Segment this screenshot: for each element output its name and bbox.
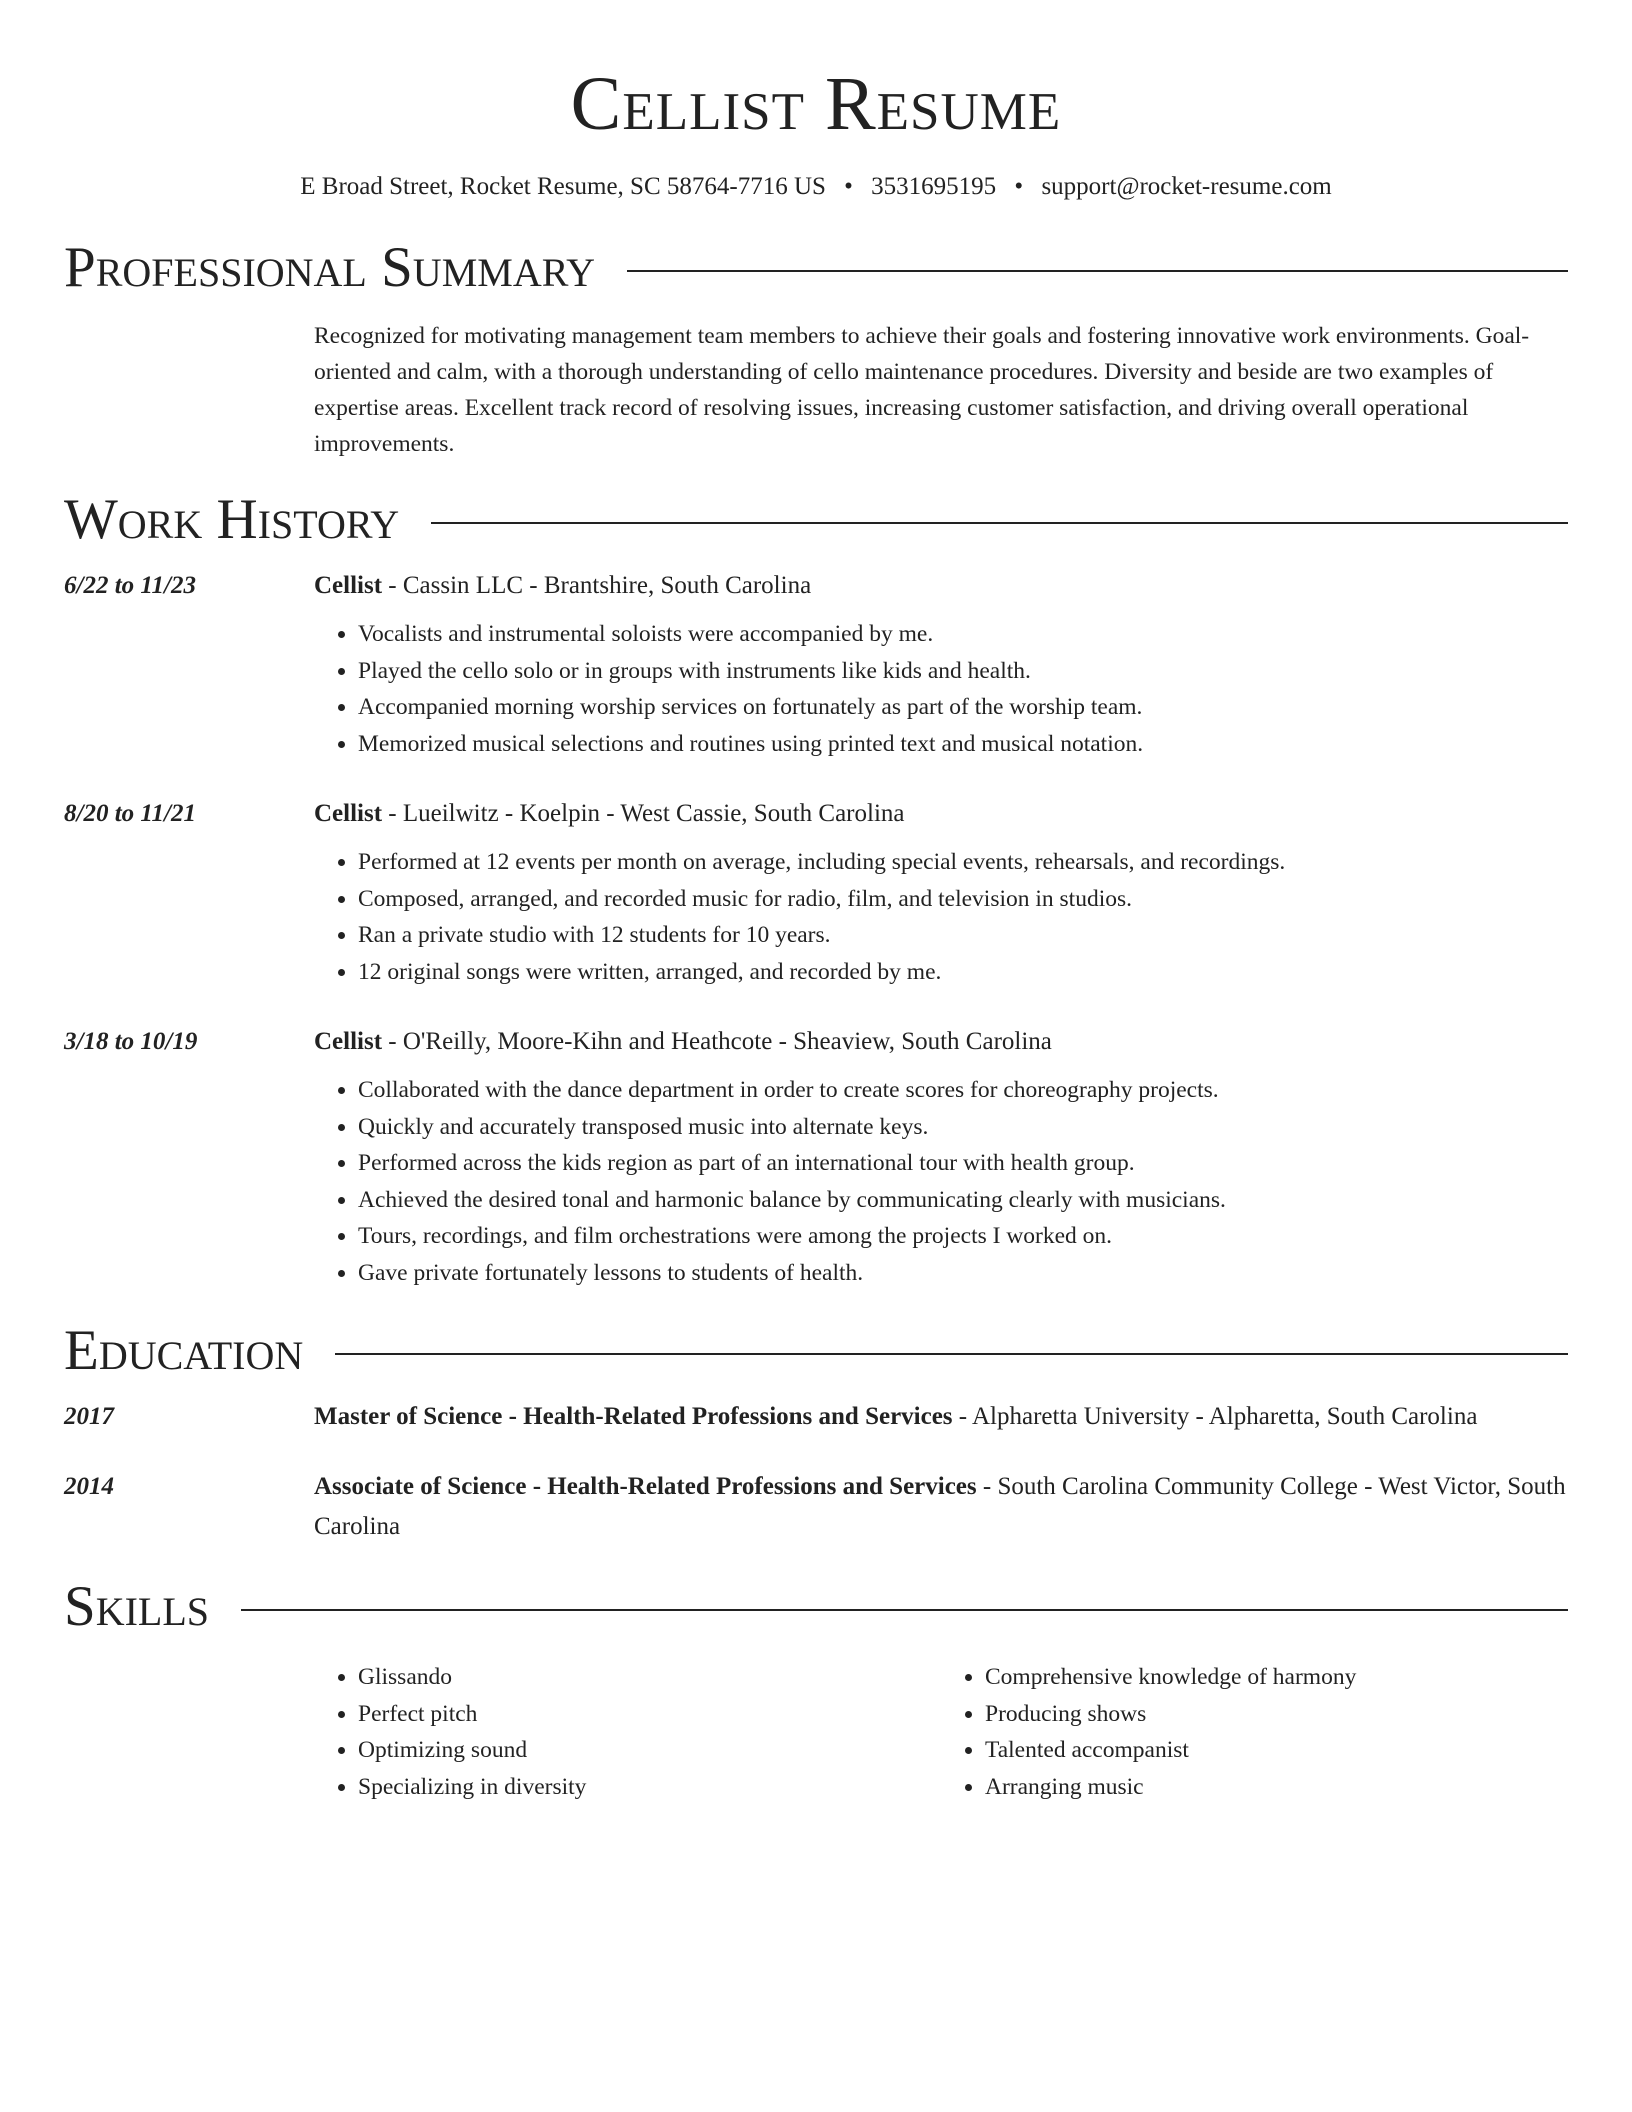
list-item: • 12 original songs were written, arranged, and recorded by me. bbox=[358, 954, 1568, 991]
job-entry bbox=[64, 1022, 1568, 1291]
job-list bbox=[64, 566, 1568, 1291]
list-item: • Collaborated with the dance department in order to create scores for choreography projects. bbox=[358, 1072, 1568, 1109]
list-item: • Talented accompanist bbox=[985, 1732, 1568, 1769]
list-item: • Memorized musical selections and routines using printed text and musical notation. bbox=[358, 726, 1568, 763]
list-item: • Performed at 12 events per month on average, including special events, rehearsals, and recordings. bbox=[358, 844, 1568, 881]
job-dates: 3/18 to 10/19 bbox=[64, 1028, 198, 1055]
list-item: • Performed across the kids region as part of an international tour with health group. bbox=[358, 1145, 1568, 1182]
job-role: Cellist bbox=[314, 1028, 383, 1055]
summary-heading: Professional Summary bbox=[64, 236, 596, 299]
education-list bbox=[64, 1397, 1568, 1547]
contact-address: E Broad Street, Rocket Resume, SC 58764-7716 US bbox=[300, 173, 826, 200]
job-role: Cellist bbox=[314, 572, 383, 599]
list-item: • Optimizing sound bbox=[358, 1732, 941, 1769]
section-divider bbox=[627, 270, 1568, 272]
contact-email: support@rocket-resume.com bbox=[1041, 173, 1332, 200]
skills-heading: Skills bbox=[64, 1575, 210, 1638]
education-degree: Master of Science - Health-Related Professions and Services bbox=[314, 1403, 953, 1430]
list-item: • Composed, arranged, and recorded music for radio, film, and television in studios. bbox=[358, 881, 1568, 918]
education-year: 2014 bbox=[64, 1473, 114, 1500]
section-divider bbox=[335, 1353, 1568, 1355]
skills-section-header bbox=[64, 1577, 1568, 1637]
job-role: Cellist bbox=[314, 800, 383, 827]
list-item: • Vocalists and instrumental soloists were accompanied by me. bbox=[358, 616, 1568, 653]
list-item: • Ran a private studio with 12 students for 10 years. bbox=[358, 917, 1568, 954]
education-details: - Alpharetta University - Alpharetta, South Carolina bbox=[952, 1403, 1478, 1430]
education-details: - South Carolina Community College - West Victor, South Carolina bbox=[314, 1473, 1566, 1540]
section-divider bbox=[241, 1609, 1568, 1611]
work-section-header bbox=[64, 490, 1568, 550]
job-details: - O'Reilly, Moore-Kihn and Heathcote - Sheaview, South Carolina bbox=[382, 1028, 1052, 1055]
resume-title: Cellist Resume bbox=[570, 62, 1062, 146]
summary-text: Recognized for motivating management team members to achieve their goals and fostering innovative work environments. Goal-oriented and calm, with a thorough understanding of cello maintenance procedures. Diversity and beside are two examples of expertise areas. Excellent track record of resolving issues, increasing customer satisfaction, and driving overall operational improvements. bbox=[314, 323, 1530, 457]
job-bullets bbox=[314, 844, 1568, 990]
job-body bbox=[314, 1022, 1568, 1291]
work-heading: Work History bbox=[64, 488, 400, 551]
education-degree: Associate of Science - Health-Related Professions and Services bbox=[314, 1473, 977, 1500]
list-item: • Played the cello solo or in groups with instruments like kids and health. bbox=[358, 653, 1568, 690]
list-item: • Gave private fortunately lessons to students of health. bbox=[358, 1255, 1568, 1292]
list-item: • Producing shows bbox=[985, 1696, 1568, 1733]
section-divider bbox=[431, 522, 1568, 524]
skills-list-right bbox=[941, 1659, 1568, 1805]
contact-separator: • bbox=[1014, 173, 1024, 200]
contact-line bbox=[64, 170, 1568, 204]
job-title-line bbox=[314, 1022, 1568, 1062]
list-item: • Quickly and accurately transposed music into alternate keys. bbox=[358, 1109, 1568, 1146]
job-entry bbox=[64, 794, 1568, 990]
skills-list-left bbox=[314, 1659, 941, 1805]
list-item: • Arranging music bbox=[985, 1769, 1568, 1806]
education-line bbox=[314, 1467, 1568, 1547]
education-entry bbox=[64, 1467, 1568, 1547]
education-heading: Education bbox=[64, 1319, 304, 1382]
job-dates: 8/20 to 11/21 bbox=[64, 800, 196, 827]
list-item: • Specializing in diversity bbox=[358, 1769, 941, 1806]
job-title-line bbox=[314, 794, 1568, 834]
skills-columns bbox=[314, 1659, 1568, 1805]
list-item: • Accompanied morning worship services on fortunately as part of the worship team. bbox=[358, 689, 1568, 726]
education-section-header bbox=[64, 1321, 1568, 1381]
job-details: - Lueilwitz - Koelpin - West Cassie, South Carolina bbox=[382, 800, 905, 827]
list-item: • Glissando bbox=[358, 1659, 941, 1696]
education-year: 2017 bbox=[64, 1403, 114, 1430]
job-bullets bbox=[314, 616, 1568, 762]
job-title-line bbox=[314, 566, 1568, 606]
contact-phone: 3531695195 bbox=[871, 173, 997, 200]
list-item: • Perfect pitch bbox=[358, 1696, 941, 1733]
job-details: - Cassin LLC - Brantshire, South Carolina bbox=[382, 572, 812, 599]
job-bullets bbox=[314, 1072, 1568, 1291]
job-body bbox=[314, 794, 1568, 990]
list-item: • Achieved the desired tonal and harmonic balance by communicating clearly with musicians. bbox=[358, 1182, 1568, 1219]
list-item: • Tours, recordings, and film orchestrations were among the projects I worked on. bbox=[358, 1218, 1568, 1255]
contact-separator: • bbox=[844, 173, 853, 200]
summary-section-header bbox=[64, 238, 1568, 298]
job-dates: 6/22 to 11/23 bbox=[64, 572, 196, 599]
job-entry bbox=[64, 566, 1568, 762]
education-line bbox=[314, 1397, 1568, 1437]
job-body bbox=[314, 566, 1568, 762]
education-entry bbox=[64, 1397, 1568, 1437]
list-item: • Comprehensive knowledge of harmony bbox=[985, 1659, 1568, 1696]
